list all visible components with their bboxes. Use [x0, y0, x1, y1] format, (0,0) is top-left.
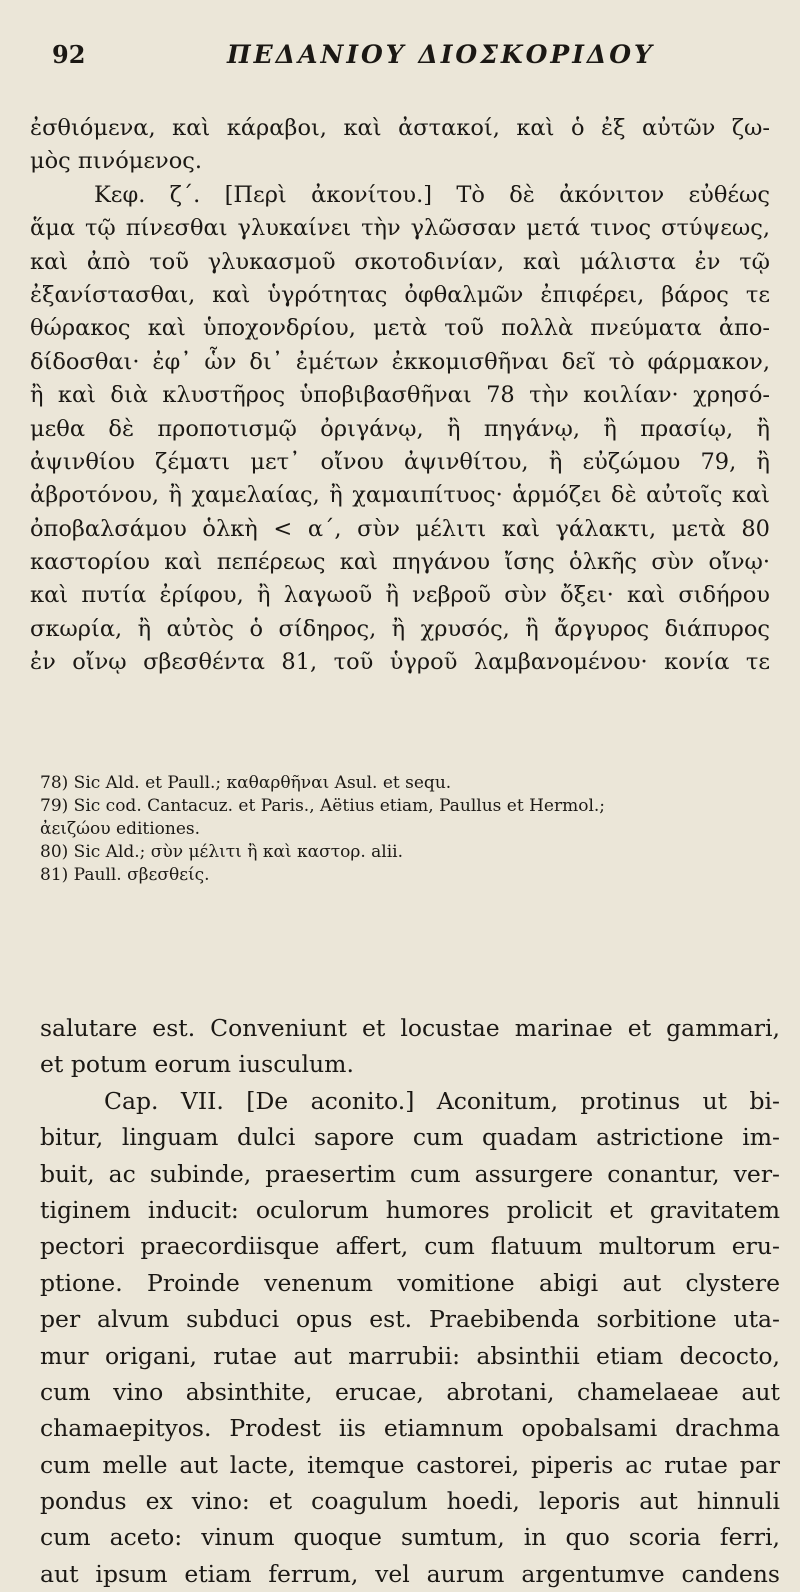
- greek-line: ἀβροτόνου, ἢ χαμελαίας, ἢ χαμαιπίτυος· ἁρμόζει δὲ αὐτοῖς καὶ: [30, 482, 770, 509]
- latin-line: mur origani, rutae aut marrubii: absinthii etiam decocto,: [40, 1341, 780, 1370]
- greek-line: μεθα δὲ προποτισμῷ ὀριγάνῳ, ἢ πηγάνῳ, ἢ πρασίῳ, ἢ: [30, 415, 770, 442]
- greek-line: καὶ πυτία ἐρίφου, ἢ λαγωοῦ ἢ νεβροῦ σὺν ὄξει· καὶ σιδήρου: [30, 582, 770, 609]
- chapter-heading-greek: Κεφ. ζ΄. [Περὶ ἀκονίτου.] Τὸ δὲ ἀκόνιτον εὐθέως: [94, 181, 770, 208]
- running-head: [52, 40, 740, 76]
- footnotes: [40, 772, 780, 887]
- greek-line: καὶ ἀπὸ τοῦ γλυκασμοῦ σκοτοδινίαν, καὶ μάλιστα ἐν τῷ: [30, 248, 770, 275]
- latin-line: chamaepityos. Prodest iis etiamnum opobalsami drachma: [40, 1414, 780, 1443]
- latin-line: et potum eorum iusculum.: [40, 1050, 354, 1079]
- latin-line: ptione. Proinde venenum vomitione abigi aut clystere: [40, 1268, 780, 1297]
- greek-line: ἐν οἴνῳ σβεσθέντα 81, τοῦ ὑγροῦ λαμβανομένου· κονία τε: [30, 649, 770, 676]
- latin-line: pondus ex vino: et coagulum hoedi, leporis aut hinnuli: [40, 1487, 780, 1516]
- greek-line: δίδοσθαι· ἐφ᾽ ὧν δι᾽ ἐμέτων ἐκκομισθῆναι δεῖ τὸ φάρμακον,: [30, 348, 770, 375]
- latin-line: cum aceto: vinum quoque sumtum, in quo scoria ferri,: [40, 1523, 780, 1552]
- greek-line: καστορίου καὶ πεπέρεως καὶ πηγάνου ἴσης ὁλκῆς σὺν οἴνῳ·: [30, 549, 770, 576]
- footnote: 78) Sic Ald. et Paull.; καθαρθῆναι Asul. et sequ.: [40, 773, 452, 793]
- greek-line: θώρακος καὶ ὑποχονδρίου, μετὰ τοῦ πολλὰ πνεύματα ἀπο-: [30, 315, 770, 342]
- greek-line: ἐσθιόμενα, καὶ κάραβοι, καὶ ἀστακοί, καὶ ὁ ἐξ αὐτῶν ζω-: [30, 115, 770, 141]
- page-number: 92: [52, 40, 86, 69]
- latin-line: aut ipsum etiam ferrum, vel aurum argentumve candens: [40, 1559, 780, 1588]
- greek-line: ἐξανίστασθαι, καὶ ὑγρότητας ὀφθαλμῶν ἐπιφέρει, βάρος τε: [30, 281, 770, 308]
- latin-line: cum vino absinthite, erucae, abrotani, chamelaeae aut: [40, 1377, 780, 1406]
- greek-text-block: [30, 112, 770, 680]
- greek-line: ἢ καὶ διὰ κλυστῆρος ὑποβιβασθῆναι 78 τὴν κοιλίαν· χρησό-: [30, 382, 770, 409]
- greek-line: μὸς πινόμενος.: [30, 148, 203, 175]
- greek-line: ὀποβαλσάμου ὁλκὴ < α΄, σὺν μέλιτι καὶ γάλακτι, μετὰ 80: [30, 515, 770, 542]
- latin-line: per alvum subduci opus est. Praebibenda sorbitione uta-: [40, 1305, 780, 1334]
- latin-line: buit, ac subinde, praesertim cum assurgere conantur, ver-: [40, 1159, 780, 1188]
- latin-line: bitur, linguam dulci sapore cum quadam astrictione im-: [40, 1123, 780, 1152]
- footnote-continuation: ἀειζώου editiones.: [40, 819, 201, 839]
- chapter-heading-latin: Cap. VII. [De aconito.] Aconitum, protinus ut bi-: [104, 1086, 780, 1115]
- greek-line: σκωρία, ἢ αὐτὸς ὁ σίδηρος, ἢ χρυσός, ἢ ἄργυρος διάπυρος: [30, 615, 770, 642]
- latin-line: salutare est. Conveniunt et locustae marinae et gammari,: [40, 1014, 780, 1042]
- footnote: 80) Sic Ald.; σὺν μέλιτι ἢ καὶ καστορ. alii.: [40, 842, 404, 862]
- footnote: 79) Sic cod. Cantacuz. et Paris., Aëtius etiam, Paullus et Hermol.;: [40, 796, 606, 816]
- latin-line: cum melle aut lacte, itemque castorei, piperis ac rutae par: [40, 1450, 780, 1479]
- greek-line: ἀψινθίου ζέματι μετ᾽ οἴνου ἀψινθίτου, ἢ εὐζώμου 79, ἢ: [30, 448, 770, 475]
- greek-line: ἅμα τῷ πίνεσθαι γλυκαίνει τὴν γλῶσσαν μετά τινος στύψεως,: [30, 215, 770, 242]
- running-title: ΠΕΔΑΝΙΟΥ ΔΙΟΣΚΟΡΙΔΟΥ: [227, 40, 655, 69]
- latin-line: tiginem inducit: oculorum humores prolicit et gravitatem: [40, 1195, 780, 1224]
- latin-text-block: [40, 1010, 780, 1592]
- latin-line: pectori praecordiisque affert, cum flatuum multorum eru-: [40, 1232, 780, 1261]
- footnote: 81) Paull. σβεσθείς.: [40, 865, 210, 885]
